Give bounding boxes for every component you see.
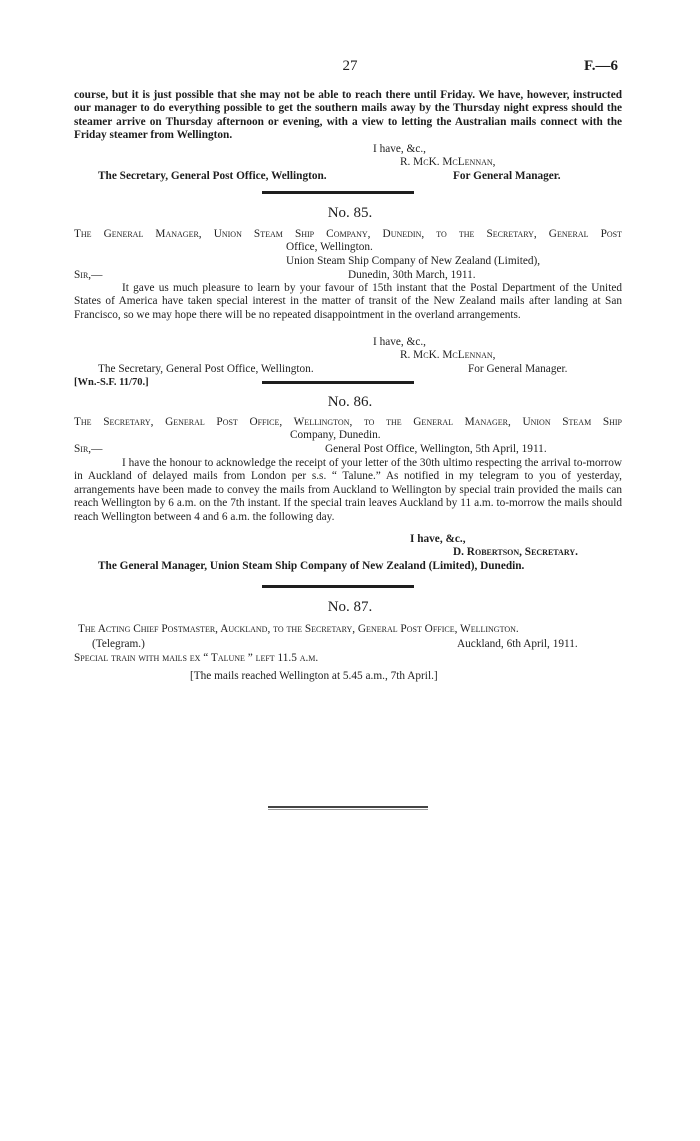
section-divider — [262, 585, 414, 588]
letter-85-number: No. 85. — [327, 205, 373, 221]
page-number: 27 — [342, 58, 358, 74]
section-divider — [262, 381, 414, 384]
letter-86-number: No. 86. — [327, 394, 373, 410]
letter-84-signatory: R. McK. McLennan, — [400, 156, 496, 168]
letter-85-place-date: Dunedin, 30th March, 1911. — [348, 269, 476, 281]
end-rule-shadow — [268, 809, 428, 810]
letter-84-role: For General Manager. — [453, 170, 561, 182]
letter-86-from-to-line2: Company, Dunedin. — [290, 429, 381, 441]
letter-85-body: It gave us much pleasure to learn by your favour of 15th instant that the Postal Department of the United States of America have taken special interest in the matter of transit of the New Zealand mails after landing at San Francisco, so we may hope there will be no repeated disappointment in the overland arrangements. — [74, 282, 622, 321]
letter-84-closing: I have, &c., — [373, 143, 427, 155]
letter-85-org: Union Steam Ship Company of New Zealand (Limited), — [286, 255, 541, 267]
letter-87-message: Special train with mails ex “ Talune ” left 11.5 a.m. — [74, 652, 319, 664]
letter-87-note: [The mails reached Wellington at 5.45 a.m., 7th April.] — [190, 670, 438, 682]
end-rule — [268, 806, 428, 808]
letter-85-closing: I have, &c., — [373, 336, 427, 348]
letter-85-from-to-line2: Office, Wellington. — [286, 241, 373, 253]
letter-85-addressee: The Secretary, General Post Office, Wellington. — [98, 363, 314, 375]
letter-85-file-ref: [Wn.-S.F. 11/70.] — [74, 377, 149, 388]
letter-87-place-date: Auckland, 6th April, 1911. — [457, 638, 578, 650]
section-divider — [262, 191, 414, 194]
letter-86-body: I have the honour to acknowledge the receipt of your letter of the 30th ultimo respecting the arrival to-morrow in Auckland of delayed mails from London per s.s. “ Talune.” As notified in my telegram to you of yesterday, arrangements have been made to convey the mails from Auckland to Wellington by special train provided the mails can reach Wellington by 6 a.m. on the 7th instant. If the special train leaves Auckland by 11 a.m. to-morrow the mails should reach Wellington between 4 and 6 a.m. the following day. — [74, 457, 622, 523]
letter-86-addressee: The General Manager, Union Steam Ship Company of New Zealand (Limited), Dunedin. — [98, 560, 525, 572]
document-reference: F.—6 — [583, 58, 618, 74]
letter-84-addressee: The Secretary, General Post Office, Wellington. — [98, 170, 327, 182]
letter-87-telegram-label: (Telegram.) — [92, 638, 145, 650]
letter-85-role: For General Manager. — [468, 363, 568, 375]
letter-86-closing: I have, &c., — [410, 533, 466, 545]
letter-85-from-to-line1: The General Manager, Union Steam Ship Company, Dunedin, to the Secretary, General Post — [74, 228, 622, 240]
letter-84-body: course, but it is just possible that she may not be able to reach there until Friday. We have, however, instructed our manager to do everything possible to get the southern mails away by the Thursday night express should the steamer arrive on Thursday afternoon or evening, with a view to letting the Australian mails connect with the Friday steamer from Wellington. — [74, 89, 622, 142]
letter-87-from-to: The Acting Chief Postmaster, Auckland, to the Secretary, General Post Office, Wellington. — [78, 623, 519, 635]
letter-86-place-date: General Post Office, Wellington, 5th April, 1911. — [325, 443, 547, 455]
letter-85-salutation: Sir,— — [74, 269, 103, 281]
letter-86-salutation: Sir,— — [74, 443, 103, 455]
letter-86-from-to-line1: The Secretary, General Post Office, Wellington, to the General Manager, Union Steam Ship — [74, 416, 622, 428]
letter-85-signatory: R. McK. McLennan, — [400, 349, 496, 361]
letter-86-signatory: D. Robertson, Secretary. — [453, 546, 578, 558]
letter-87-number: No. 87. — [327, 599, 373, 615]
